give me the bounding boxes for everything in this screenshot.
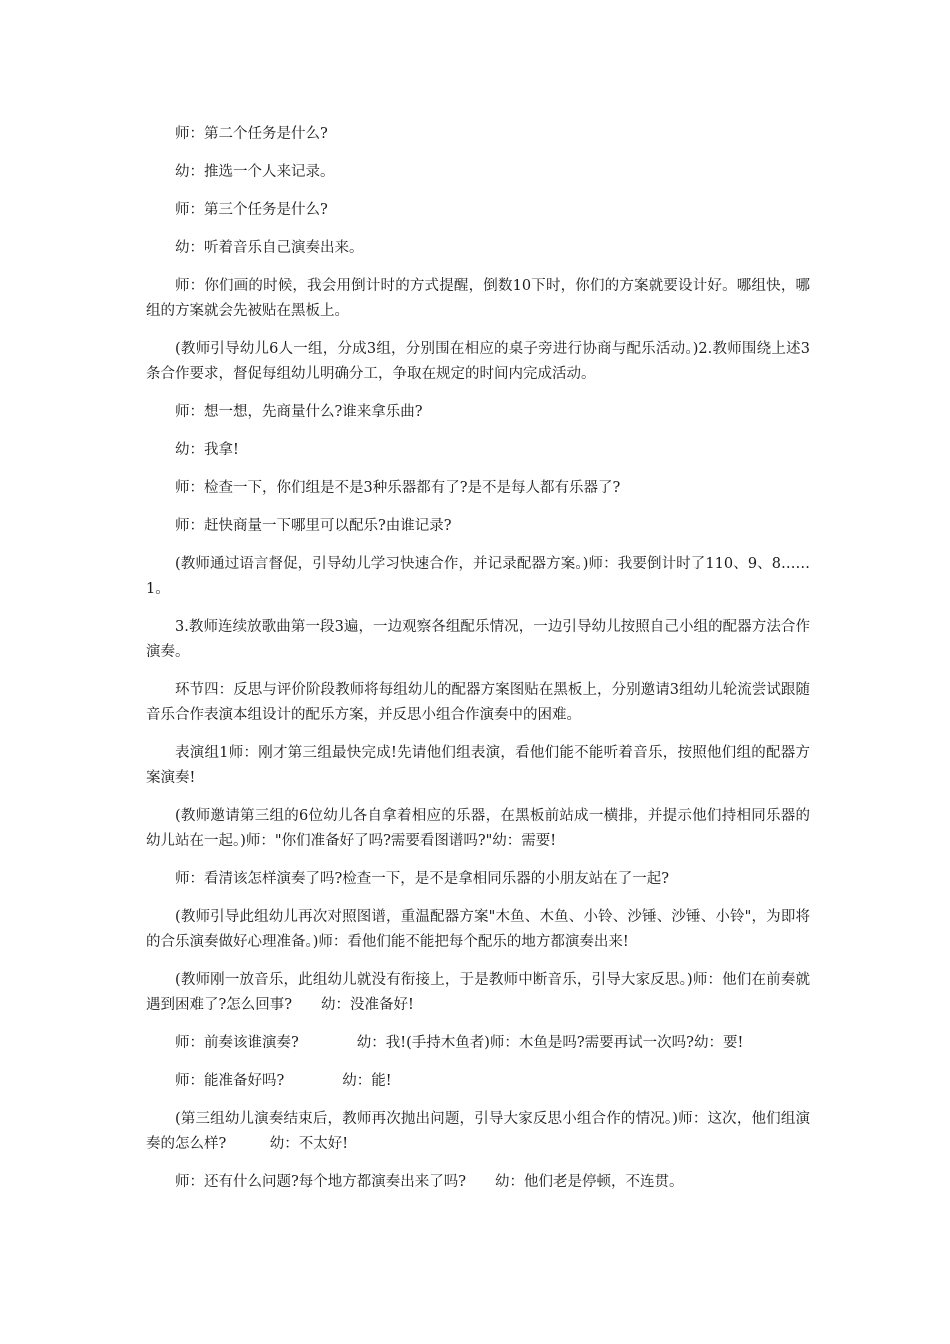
paragraph: 师：你们画的时候，我会用倒计时的方式提醒，倒数10下时，你们的方案就要设计好。哪组快，哪组的方案就会先被贴在黑板上。 <box>146 278 810 319</box>
paragraph: 幼：听着音乐自己演奏出来。 <box>175 240 364 256</box>
paragraph: (第三组幼儿演奏结束后，教师再次抛出问题，引导大家反思小组合作的情况。)师：这次，他们组演奏的怎么样? 幼：不太好! <box>146 1111 810 1152</box>
paragraph: (教师通过语言督促，引导幼儿学习快速合作，并记录配器方案。)师：我要倒计时了110、9、8……1。 <box>146 556 810 597</box>
paragraph: 幼：我拿! <box>175 442 239 458</box>
paragraph: (教师邀请第三组的6位幼儿各自拿着相应的乐器，在黑板前站成一横排，并提示他们持相同乐器的幼儿站在一起。)师："你们准备好了吗?需要看图谱吗?"幼：需要! <box>146 808 810 849</box>
document-body <box>146 122 810 1208</box>
paragraph: 师：第二个任务是什么? <box>175 126 328 142</box>
paragraph: 师：赶快商量一下哪里可以配乐?由谁记录? <box>175 518 452 534</box>
paragraph: 师：第三个任务是什么? <box>175 202 328 218</box>
paragraph: (教师引导此组幼儿再次对照图谱，重温配器方案"木鱼、木鱼、小铃、沙锤、沙锤、小铃"，为即将的合乐演奏做好心理准备。)师：看他们能不能把每个配乐的地方都演奏出来! <box>146 909 810 950</box>
paragraph: 幼：推选一个人来记录。 <box>175 164 335 180</box>
paragraph: 师：检查一下，你们组是不是3种乐器都有了?是不是每人都有乐器了? <box>175 480 621 496</box>
paragraph: 表演组1师：刚才第三组最快完成!先请他们组表演，看他们能不能听着音乐，按照他们组的配器方案演奏! <box>146 745 810 786</box>
paragraph: 师：能准备好吗? 幼：能! <box>175 1073 392 1089</box>
paragraph: 3.教师连续放歌曲第一段3遍，一边观察各组配乐情况，一边引导幼儿按照自己小组的配器方法合作演奏。 <box>146 619 810 660</box>
paragraph: (教师引导幼儿6人一组，分成3组，分别围在相应的桌子旁进行协商与配乐活动。)2.教师围绕上述3条合作要求，督促每组幼儿明确分工，争取在规定的时间内完成活动。 <box>146 341 810 382</box>
paragraph: 师：想一想，先商量什么?谁来拿乐曲? <box>175 404 423 420</box>
paragraph: 师：前奏该谁演奏? 幼：我!(手持木鱼者)师：木鱼是吗?需要再试一次吗?幼：要! <box>175 1035 744 1051</box>
paragraph: 师：看清该怎样演奏了吗?检查一下，是不是拿相同乐器的小朋友站在了一起? <box>175 871 670 887</box>
paragraph: 环节四：反思与评价阶段教师将每组幼儿的配器方案图贴在黑板上，分别邀请3组幼儿轮流尝试跟随音乐合作表演本组设计的配乐方案，并反思小组合作演奏中的困难。 <box>146 682 810 723</box>
paragraph: 师：还有什么问题?每个地方都演奏出来了吗? 幼：他们老是停顿，不连贯。 <box>175 1174 684 1190</box>
paragraph: (教师刚一放音乐，此组幼儿就没有衔接上，于是教师中断音乐，引导大家反思。)师：他们在前奏就遇到困难了?怎么回事? 幼：没准备好! <box>146 972 810 1013</box>
